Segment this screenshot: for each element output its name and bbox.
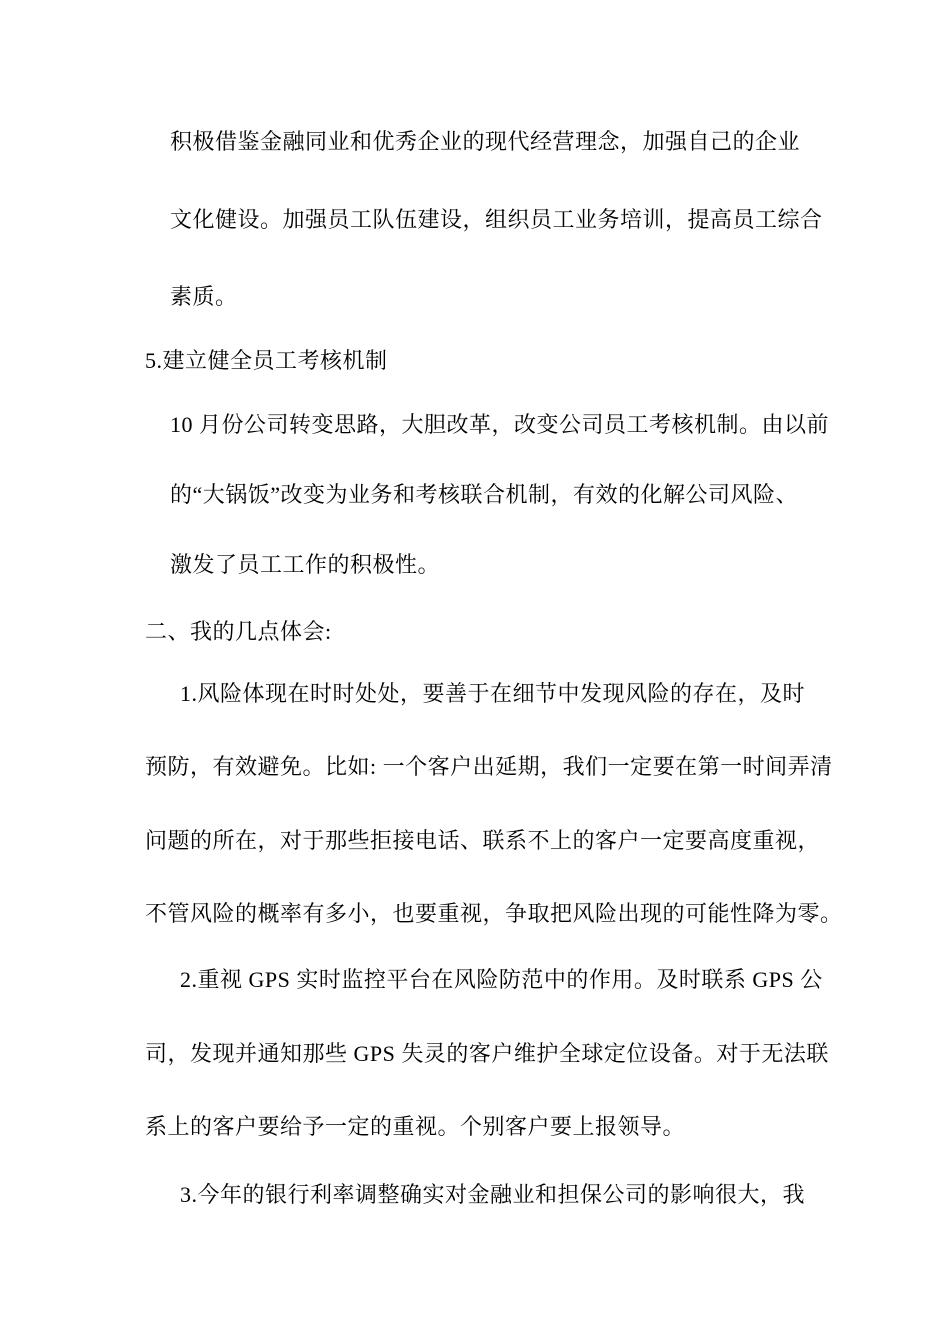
text-line-14: 司，发现并通知那些 GPS 失灵的客户维护全球定位设备。对于无法联	[145, 1041, 829, 1066]
text-line-12: 不管风险的概率有多小，也要重视，争取把风险出现的可能性降为零。	[145, 901, 843, 926]
text-line-9: 1.风险体现在时时处处，要善于在细节中发现风险的存在，及时	[180, 681, 806, 706]
text-line-2: 文化健设。加强员工队伍建设，组织员工业务培训，提高员工综合	[170, 207, 823, 232]
text-line-6: 的“大锅饭”改变为业务和考核联合机制，有效的化解公司风险、	[170, 482, 799, 507]
text-line-1: 积极借鉴金融同业和优秀企业的现代经营理念，加强自己的企业	[170, 129, 801, 154]
text-line-10: 预防，有效避免。比如: 一个客户出延期，我们一定要在第一时间弄清	[145, 754, 833, 779]
section-heading-2: 二、我的几点体会:	[145, 619, 332, 644]
text-line-3: 素质。	[170, 284, 238, 309]
text-line-15: 系上的客户要给予一定的重视。个别客户要上报领导。	[145, 1114, 686, 1139]
text-line-13: 2.重视 GPS 实时监控平台在风险防范中的作用。及时联系 GPS 公	[180, 967, 823, 992]
section-heading-5: 5.建立健全员工考核机制	[145, 348, 388, 373]
text-line-11: 问题的所在，对于那些拒接电话、联系不上的客户一定要高度重视，	[145, 828, 821, 853]
text-line-16: 3.今年的银行利率调整确实对金融业和担保公司的影响很大，我	[180, 1182, 806, 1207]
text-line-5: 10 月份公司转变思路，大胆改革，改变公司员工考核机制。由以前	[170, 412, 830, 437]
text-line-7: 激发了员工工作的积极性。	[170, 552, 441, 577]
